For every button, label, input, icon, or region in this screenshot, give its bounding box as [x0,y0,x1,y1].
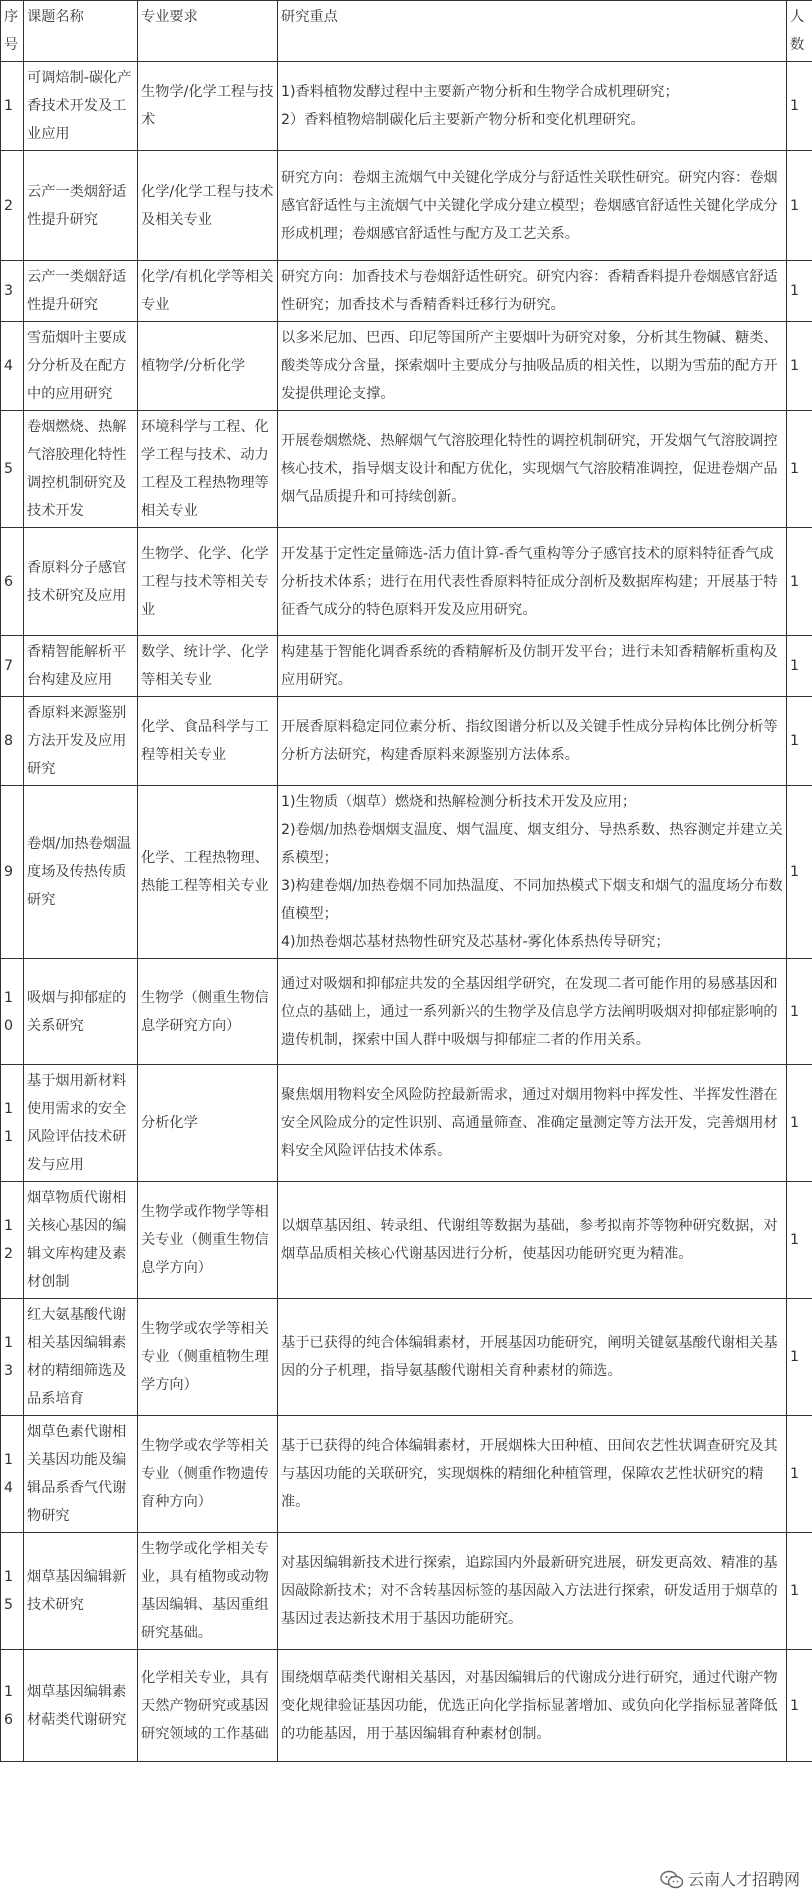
research-focus-line: 2）香料植物焙制碳化后主要新产物分析和变化机理研究。 [281,112,645,128]
row-major-requirement: 生物学、化学、化学工程与技术等相关专业 [138,528,278,636]
research-focus-line: 基于已获得的纯合体编辑素材，开展基因功能研究，阐明关键氨基酸代谢相关基因的分子机理，指导氨基酸代谢相关育种素材的筛选。 [281,1335,778,1379]
row-headcount: 1 [787,1182,812,1299]
row-major-requirement: 化学、工程热物理、热能工程等相关专业 [138,786,278,959]
research-focus-line: 通过对吸烟和抑郁症共发的全基因组学研究，在发现二者可能作用的易感基因和位点的基础上，通过一系列新兴的生物学及信息学方法阐明吸烟对抑郁症影响的遗传机制，探索中国人群中吸烟与抑郁症二者的作用关系。 [281,975,778,1048]
row-no: 10 [1,959,24,1065]
row-topic-name: 香精智能解析平台构建及应用 [24,636,138,697]
row-headcount: 1 [787,322,812,411]
row-major-requirement: 生物学/化学工程与技术 [138,62,278,151]
row-no: 9 [1,786,24,959]
row-headcount: 1 [787,1065,812,1182]
table-row [1,959,812,1065]
row-topic-name: 香原料来源鉴别方法开发及应用研究 [24,697,138,786]
research-focus-line: 1)生物质（烟草）燃烧和热解检测分析技术开发及应用； [281,794,637,810]
watermark [656,1866,804,1894]
header-name: 课题名称 [24,1,138,62]
row-topic-name: 烟草物质代谢相关核心基因的编辑文库构建及素材创制 [24,1182,138,1299]
row-topic-name: 可调焙制-碳化产香技术开发及工业应用 [24,62,138,151]
row-topic-name: 红大氨基酸代谢相关基因编辑素材的精细筛选及品系培育 [24,1299,138,1416]
table-row [1,697,812,786]
research-focus-line: 对基因编辑新技术进行探索，追踪国内外最新研究进展，研发更高效、精准的基因敲除新技术；对不含转基因标签的基因敲入方法进行探索，研发适用于烟草的基因过表达新技术用于基因功能研究。 [281,1555,778,1627]
research-focus-line: 3)构建卷烟/加热卷烟不同加热温度、不同加热模式下烟支和烟气的温度场分布数值模型； [281,878,783,922]
research-focus-line: 2)卷烟/加热卷烟烟支温度、烟气温度、烟支组分、导热系数、热容测定并建立关系模型； [281,822,783,866]
row-topic-name: 云产一类烟舒适性提升研究 [24,261,138,322]
table-row [1,636,812,697]
row-major-requirement: 化学/化学工程与技术及相关专业 [138,151,278,261]
row-headcount: 1 [787,636,812,697]
row-topic-name: 烟草色素代谢相关基因功能及编辑品系香气代谢物研究 [24,1416,138,1533]
row-major-requirement: 生物学或作物学等相关专业（侧重生物信息学方向） [138,1182,278,1299]
table-row [1,1533,812,1650]
row-major-requirement: 化学/有机化学等相关专业 [138,261,278,322]
row-research-focus [278,636,787,697]
table-row [1,261,812,322]
row-major-requirement: 植物学/分析化学 [138,322,278,411]
row-major-requirement: 数学、统计学、化学等相关专业 [138,636,278,697]
table-row [1,322,812,411]
row-research-focus [278,411,787,528]
row-headcount: 1 [787,697,812,786]
row-major-requirement: 化学、食品科学与工程等相关专业 [138,697,278,786]
row-research-focus [278,1416,787,1533]
row-no: 12 [1,1182,24,1299]
row-research-focus [278,528,787,636]
table-row [1,1182,812,1299]
row-topic-name: 吸烟与抑郁症的关系研究 [24,959,138,1065]
row-headcount: 1 [787,1299,812,1416]
table-row [1,1299,812,1416]
research-focus-line: 1)香料植物发酵过程中主要新产物分析和生物学合成机理研究； [281,84,679,100]
row-no: 16 [1,1650,24,1762]
row-headcount: 1 [787,261,812,322]
table-row [1,411,812,528]
research-focus-line: 研究方向：卷烟主流烟气中关键化学成分与舒适性关联性研究。研究内容：卷烟感官舒适性与主流烟气中关键化学成分建立模型；卷烟感官舒适性关键化学成分形成机理；卷烟感官舒适性与配方及工艺关系。 [281,169,778,242]
row-research-focus [278,261,787,322]
row-research-focus [278,151,787,261]
row-research-focus [278,1533,787,1650]
research-focus-line: 基于已获得的纯合体编辑素材，开展烟株大田种植、田间农艺性状调查研究及其与基因功能的关联研究，实现烟株的精细化种植管理，保障农艺性状研究的精准。 [281,1438,778,1510]
row-no: 2 [1,151,24,261]
table-row [1,62,812,151]
row-research-focus [278,322,787,411]
row-topic-name: 卷烟/加热卷烟温度场及传热传质研究 [24,786,138,959]
watermark-text: 云南人才招聘网 [687,1870,800,1889]
row-headcount: 1 [787,411,812,528]
research-focus-line: 构建基于智能化调香系统的香精解析及仿制开发平台；进行未知香精解析重构及应用研究。 [281,644,778,688]
row-headcount: 1 [787,786,812,959]
row-major-requirement: 生物学或农学等相关专业（侧重植物生理学方向） [138,1299,278,1416]
row-topic-name: 香原料分子感官技术研究及应用 [24,528,138,636]
research-focus-line: 研究方向：加香技术与卷烟舒适性研究。研究内容：香精香料提升卷烟感官舒适性研究；加香技术与香精香料迁移行为研究。 [281,269,778,313]
row-headcount: 1 [787,1533,812,1650]
row-research-focus [278,959,787,1065]
research-focus-line: 开展卷烟燃烧、热解烟气气溶胶理化特性的调控机制研究，开发烟气气溶胶调控核心技术，指导烟支设计和配方优化，实现烟气气溶胶精准调控，促进卷烟产品烟气品质提升和可持续创新。 [281,433,778,505]
row-major-requirement: 生物学或化学相关专业，具有植物或动物基因编辑、基因重组研究基础。 [138,1533,278,1650]
row-major-requirement: 生物学（侧重生物信息学研究方向） [138,959,278,1065]
table-row [1,1650,812,1762]
row-no: 13 [1,1299,24,1416]
header-focus: 研究重点 [278,1,787,62]
research-focus-line: 聚焦烟用物料安全风险防控最新需求，通过对烟用物料中挥发性、半挥发性潜在安全风险成分的定性识别、高通量筛查、准确定量测定等方法开发，完善烟用材料安全风险评估技术体系。 [281,1087,778,1159]
row-research-focus [278,62,787,151]
research-focus-line: 以多米尼加、巴西、印尼等国所产主要烟叶为研究对象，分析其生物碱、糖类、酸类等成分含量，探索烟叶主要成分与抽吸品质的相关性，以期为雪茄的配方开发提供理论支撑。 [281,330,778,402]
row-topic-name: 卷烟燃烧、热解气溶胶理化特性调控机制研究及技术开发 [24,411,138,528]
table-row [1,1416,812,1533]
row-topic-name: 雪茄烟叶主要成分分析及在配方中的应用研究 [24,322,138,411]
row-no: 6 [1,528,24,636]
row-major-requirement: 分析化学 [138,1065,278,1182]
row-research-focus [278,786,787,959]
header-major: 专业要求 [138,1,278,62]
row-major-requirement: 环境科学与工程、化学工程与技术、动力工程及工程热物理等相关专业 [138,411,278,528]
research-focus-line: 开展香原料稳定同位素分析、指纹图谱分析以及关键手性成分异构体比例分析等分析方法研究，构建香原料来源鉴别方法体系。 [281,719,778,763]
row-no: 3 [1,261,24,322]
header-no: 序号 [1,1,24,62]
row-no: 4 [1,322,24,411]
row-topic-name: 烟草基因编辑新技术研究 [24,1533,138,1650]
row-headcount: 1 [787,151,812,261]
research-focus-line: 以烟草基因组、转录组、代谢组等数据为基础，参考拟南芥等物种研究数据，对烟草品质相关核心代谢基因进行分析，使基因功能研究更为精准。 [281,1218,778,1262]
row-headcount: 1 [787,528,812,636]
row-research-focus [278,1065,787,1182]
research-focus-line: 开发基于定性定量筛选-活力值计算-香气重构等分子感官技术的原料特征香气成分析技术体系；进行在用代表性香原料特征成分剖析及数据库构建；开展基于特征香气成分的特色原料开发及应用研究。 [281,545,778,618]
row-topic-name: 烟草基因编辑素材萜类代谢研究 [24,1650,138,1762]
table-row [1,1065,812,1182]
table-row [1,151,812,261]
row-no: 8 [1,697,24,786]
row-topic-name: 基于烟用新材料使用需求的安全风险评估技术研发与应用 [24,1065,138,1182]
row-headcount: 1 [787,62,812,151]
row-headcount: 1 [787,959,812,1065]
table-row [1,528,812,636]
row-research-focus [278,1650,787,1762]
row-major-requirement: 生物学或农学等相关专业（侧重作物遗传育种方向） [138,1416,278,1533]
row-research-focus [278,1182,787,1299]
research-focus-line: 围绕烟草萜类代谢相关基因，对基因编辑后的代谢成分进行研究，通过代谢产物变化规律验证基因功能，优选正向化学指标显著增加、或负向化学指标显著降低的功能基因，用于基因编辑育种素材创制。 [281,1669,778,1742]
row-topic-name: 云产一类烟舒适性提升研究 [24,151,138,261]
row-no: 7 [1,636,24,697]
row-research-focus [278,1299,787,1416]
row-major-requirement: 化学相关专业，具有天然产物研究或基因研究领域的工作基础 [138,1650,278,1762]
row-research-focus [278,697,787,786]
table-header-row [1,1,812,62]
wechat-icon [660,1869,684,1891]
research-focus-line: 4)加热卷烟芯基材热物性研究及芯基材-雾化体系热传导研究； [281,934,670,950]
row-no: 1 [1,62,24,151]
header-count: 人数 [787,1,812,62]
row-headcount: 1 [787,1650,812,1762]
row-headcount: 1 [787,1416,812,1533]
table-row [1,786,812,959]
row-no: 5 [1,411,24,528]
row-no: 11 [1,1065,24,1182]
row-no: 15 [1,1533,24,1650]
row-no: 14 [1,1416,24,1533]
